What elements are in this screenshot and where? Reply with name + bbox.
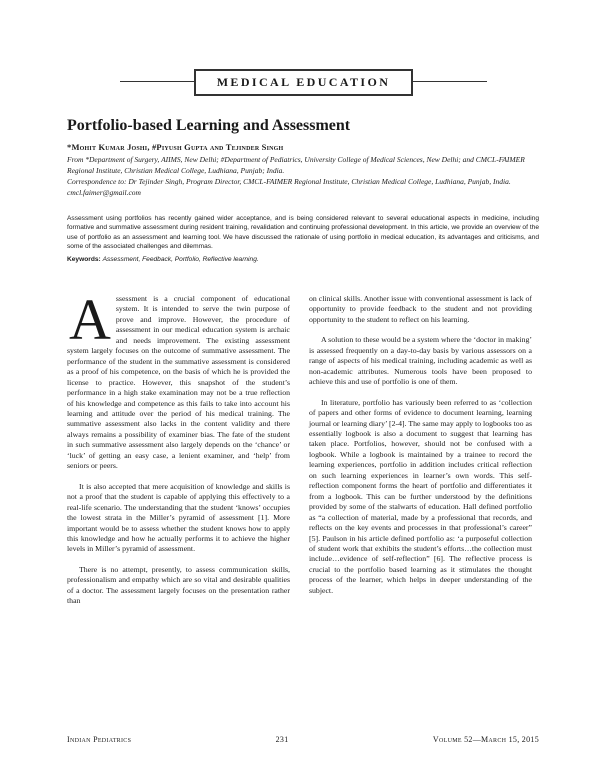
header-rule-right	[413, 81, 487, 82]
article-authors: *Mohit Kumar Joshi, #Piyush Gupta and Tejinder Singh	[67, 142, 284, 152]
footer-volume: Volume 52—March 15, 2015	[432, 735, 539, 744]
body-paragraph	[67, 287, 290, 472]
section-heading	[194, 69, 413, 96]
body-paragraph: In literature, portfolio has variously been referred to as ‘collection of papers and other forms of evidence to document learning, learning journal or learning diary’ [2-4]. The same may apply to logbooks too as essentially logbook is also a document to suggest that learning has taken place. Portfolios, however, should not be confused with a logbook. While a logbook is maintained by a trainee to record the learning experiences, portfolio in addition includes critical reflection on such learning experiences in learner’s own words. This self-reflection component forms the heart of portfolio and differentiates it from a logbook. This can be further understood by the definitions provided by some of the stalwarts of education. Hall defined portfolio as “a collection of material, made by a professional that records, and reflects on the key events and processes in that professional’s career” [5]. Paulson in his article defined portfolio as: ‘a purposeful collection of student work that exhibits the student’s efforts…the collection must include…evidence of self-reflection” [6]. The reflective process is crucial to the portfolio based learning as it stimulates the thought process of the learner, which helps in deeper understanding of the subject.	[309, 397, 532, 595]
body-paragraph: It is also accepted that mere acquisition of knowledge and skills is not a proof that the student is capable of applying this effectively to a real-life scenario. The understanding that the student ‘knows’ occupies the lowest strata in the Miller’s pyramid of assessment [1]. More important would be to assess whether the student knows how to apply this knowledge and how he actually performs it to achieve the higher levels in Miller’s pyramid of assessment.	[67, 481, 290, 554]
drop-cap: A	[69, 287, 111, 352]
abstract: Assessment using portfolios has recently gained wider acceptance, and is being considered relevant to several educational aspects in medicine, including formative and summative assessment during resident training, revalidation and continuing professional development. In this article, we provide an overview of the use of portfolio as an assessment and learning tool. We have discussed the rationale of using portfolio in medical education, its advantages and criticisms, and some of the associated challenges and dilemmas.	[67, 215, 539, 250]
page-number: 231	[275, 735, 289, 744]
body-paragraph: There is no attempt, presently, to assess communication skills, professionalism and empathy which are so vital and desirable qualities of a doctor. The assessment largely focuses on the presentation rather than	[67, 564, 290, 606]
body-column-left	[67, 287, 290, 617]
article-title: Portfolio-based Learning and Assessment	[67, 117, 351, 134]
keywords-text: Assessment, Feedback, Portfolio, Reflective learning.	[102, 256, 259, 263]
section-heading-text: MEDICAL EDUCATION	[216, 75, 391, 89]
body-column-right	[309, 294, 532, 606]
author-affiliation: From *Department of Surgery, AIIMS, New Delhi; #Department of Pediatrics, University College of Medical Sciences, New Delhi; and CMCL-FAIMER Regional Institute, Christian Medical College, Ludhiana, Punjab; India.	[67, 155, 525, 175]
paragraph-text: ssessment is a crucial component of educational system. It is intended to serve the twin purpose of prove and improve. However, the procedure of assessment in our medical education system is archaic and needs improvement. The existing assessment system largely focuses on the outcome of summative assessment. The performance of the student in the summative assessment is considered as a proof of his competence, on the basis of which he is provided the license to practice. However, this snapshot of the student’s performance in a high stake examination may not be a true reflection of his knowledge and competence as this fails to take into account his learning and attitude over the period of his medical training. The summative assessment also lacks in the content validity and there always remains a possibility of examiner bias. The fate of the student in such summative assessment also largely depends on the ‘chance’ or ‘luck’ of getting an easy case, a lenient examiner, and ‘help’ from seniors or peers.	[67, 294, 290, 471]
keywords	[67, 256, 539, 263]
page-footer	[67, 735, 539, 744]
header-rule-left	[120, 81, 194, 82]
correspondence: Correspondence to: Dr Tejinder Singh, Program Director, CMCL-FAIMER Regional Institute, Christian Medical College, Ludhiana, Punjab, India. cmcl.faimer@gmail.com	[67, 177, 511, 197]
body-paragraph: A solution to these would be a system where the ‘doctor in making’ is assessed frequently on a day-to-day basis by various assessors on a range of aspects of his medical training, including academic as well as non-academic attributes. Numerous tools have been proposed to achieve this and use of portfolio is one of them.	[309, 335, 532, 387]
keywords-label: Keywords:	[67, 256, 101, 263]
body-paragraph: on clinical skills. Another issue with conventional assessment is lack of opportunity to provide feedback to the student and not providing opportunity to the student to reflect on his learning.	[309, 294, 532, 324]
footer-journal: Indian Pediatrics	[67, 735, 132, 744]
